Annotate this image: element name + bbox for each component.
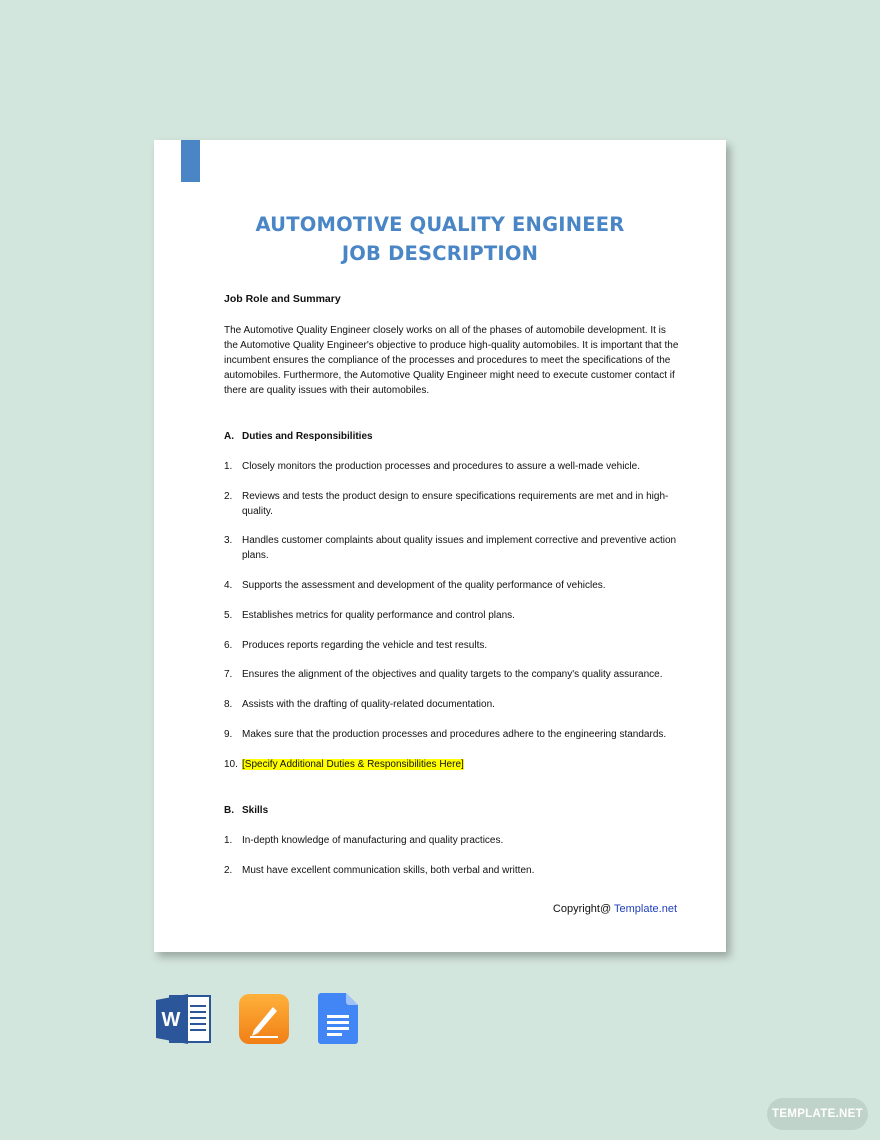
list-item: Reviews and tests the product design to ensure specifications requirements are met and in high-quality.: [242, 491, 669, 517]
list-item-number: 1.: [224, 461, 233, 472]
list-item-number: 10.: [224, 759, 238, 770]
list-item: Handles customer complaints about quality issues and implement corrective and preventive action plans.: [242, 535, 677, 561]
list-item: Assists with the drafting of quality-related documentation.: [242, 699, 495, 710]
list-item: In-depth knowledge of manufacturing and quality practices.: [242, 835, 504, 846]
list-item-number: 1.: [224, 835, 233, 846]
list-item-number: 6.: [224, 640, 233, 651]
summary-heading: Job Role and Summary: [224, 293, 341, 305]
list-item-number: 7.: [224, 669, 233, 680]
list-item-number: 2.: [224, 491, 233, 502]
list-item-number: 3.: [224, 535, 233, 546]
list-item-number: 5.: [224, 610, 233, 621]
pages-icon[interactable]: [238, 993, 290, 1050]
word-icon-glyph: W: [161, 1009, 181, 1031]
word-icon[interactable]: [156, 994, 212, 1049]
list-item-number: 8.: [224, 699, 233, 710]
list-item-number: 4.: [224, 580, 233, 591]
title-line-1: AUTOMOTIVE QUALITY ENGINEER: [255, 213, 625, 236]
copyright-link[interactable]: Template.net: [614, 903, 677, 915]
list-item-placeholder: [242, 757, 680, 772]
title-line-2: JOB DESCRIPTION: [341, 242, 539, 265]
document-title: [154, 210, 726, 268]
section-b-letter: B.: [224, 805, 234, 816]
summary-paragraph: The Automotive Quality Engineer closely works on all of the phases of automobile development. It is the Automotive Quality Engineer's objective to produce high-quality automobiles. It is important that the incumbent ensures the compliance of the processes and procedures to meet the specifications of the automobiles. Furthermore, the Automotive Quality Engineer might need to execute customer contact if there are quality issues with their automobiles.: [224, 325, 679, 396]
highlighted-placeholder: [Specify Additional Duties & Responsibilities Here]: [242, 759, 464, 770]
copyright-label: Copyright@: [552, 903, 612, 915]
section-b-heading: Skills: [242, 805, 269, 816]
list-item: Must have excellent communication skills, both verbal and written.: [242, 865, 535, 876]
list-item-number: 9.: [224, 729, 233, 740]
section-a-letter: A.: [224, 431, 234, 442]
list-item: Establishes metrics for quality performance and control plans.: [242, 610, 515, 621]
list-item-number: 2.: [224, 865, 233, 876]
accent-bar: [181, 140, 200, 182]
template-net-badge[interactable]: TEMPLATE.NET: [767, 1098, 868, 1130]
google-docs-icon[interactable]: [318, 993, 358, 1050]
copyright-line: [553, 903, 677, 915]
list-item: Supports the assessment and development of the quality performance of vehicles.: [242, 580, 606, 591]
list-item: Closely monitors the production processes and procedures to assure a well-made vehicle.: [242, 461, 640, 472]
list-item: Ensures the alignment of the objectives and quality targets to the company's quality assurance.: [242, 669, 663, 680]
document-page: [154, 140, 726, 952]
section-a-heading: Duties and Responsibilities: [242, 431, 373, 442]
list-item: Produces reports regarding the vehicle and test results.: [242, 640, 488, 651]
list-item: Makes sure that the production processes and procedures adhere to the engineering standards.: [242, 729, 667, 740]
